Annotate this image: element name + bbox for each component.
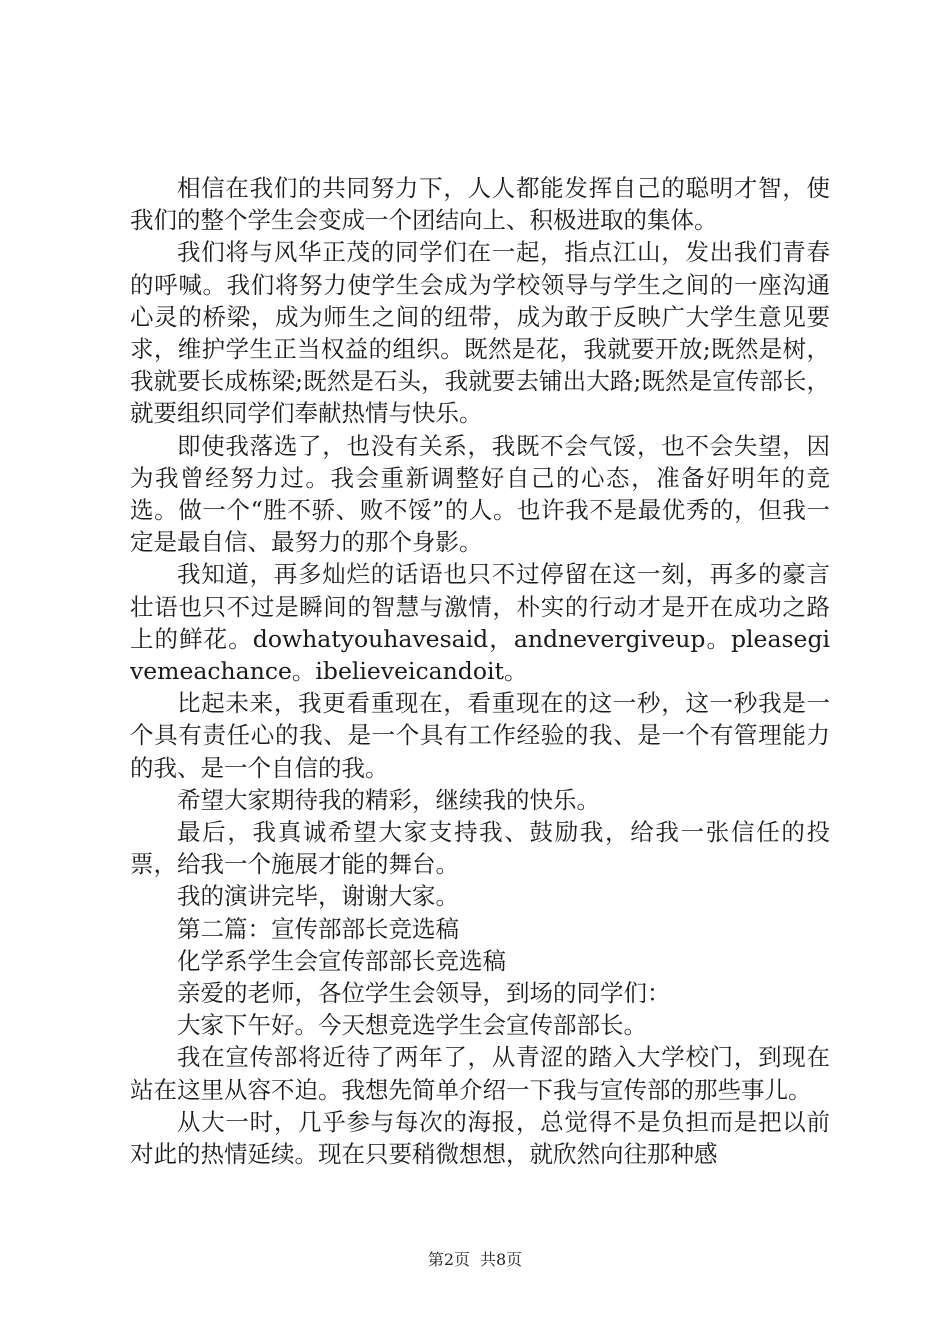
paragraph: 最后，我真诚希望大家支持我、鼓励我，给我一张信任的投票，给我一个施展才能的舞台。 (130, 818, 830, 879)
paragraph: 即使我落选了，也没有关系，我既不会气馁，也不会失望，因为我曾经努力过。我会重新调整好自己的心态，准备好明年的竞选。做一个“胜不骄、败不馁”的人。也许我不是最优秀的，但我一定是最自信、最努力的那个身影。 (130, 431, 830, 557)
paragraph: 从大一时，几乎参与每次的海报，总觉得不是负担而是把以前对此的热情延续。现在只要稍微想想，就欣然向往那种感 (130, 1107, 830, 1169)
paragraph: 我在宣传部将近待了两年了，从青涩的踏入大学校门，到现在站在这里从容不迫。我想先简单介绍一下我与宣传部的那些事儿。 (130, 1043, 830, 1104)
paragraph: 我的演讲完毕，谢谢大家。 (177, 882, 459, 911)
page-total: 共8页 (480, 1250, 523, 1269)
document-title: 化学系学生会宣传部部长竞选稿 (177, 946, 506, 975)
paragraph: 我知道，再多灿烂的话语也只不过停留在这一刻，再多的豪言壮语也只不过是瞬间的智慧与激情，朴实的行动才是开在成功之路上的鲜花。dowhatyouhavesaid，andnevergiveup。pleasegivemeachance。ibelieveicandoit。 (130, 560, 830, 686)
body-text (130, 172, 830, 1170)
paragraph: 我们将与风华正茂的同学们在一起，指点江山，发出我们青春的呼喊。我们将努力使学生会成为学校领导与学生之间的一座沟通心灵的桥梁，成为师生之间的纽带，成为敢于反映广大学生意见要求，维护学生正当权益的组织。既然是花，我就要开放;既然是树，我就要长成栋梁;既然是石头，我就要去铺出大路;既然是宣传部长，就要组织同学们奉献热情与快乐。 (130, 238, 830, 428)
paragraph: 希望大家期待我的精彩，继续我的快乐。 (177, 785, 600, 814)
paragraph: 比起未来，我更看重现在，看重现在的这一秒，这一秒我是一个具有责任心的我、是一个具有工作经验的我、是一个有管理能力的我、是一个自信的我。 (130, 689, 830, 782)
page-footer (0, 1250, 950, 1270)
paragraph: 相信在我们的共同努力下，人人都能发挥自己的聪明才智，使我们的整个学生会变成一个团结向上、积极进取的集体。 (130, 174, 830, 235)
paragraph: 大家下午好。今天想竞选学生会宣传部部长。 (177, 1011, 647, 1040)
page-number: 第2页 (427, 1250, 470, 1269)
salutation: 亲爱的老师，各位学生会领导，到场的同学们： (177, 979, 671, 1008)
section-title: 第二篇：宣传部部长竞选稿 (177, 914, 459, 943)
